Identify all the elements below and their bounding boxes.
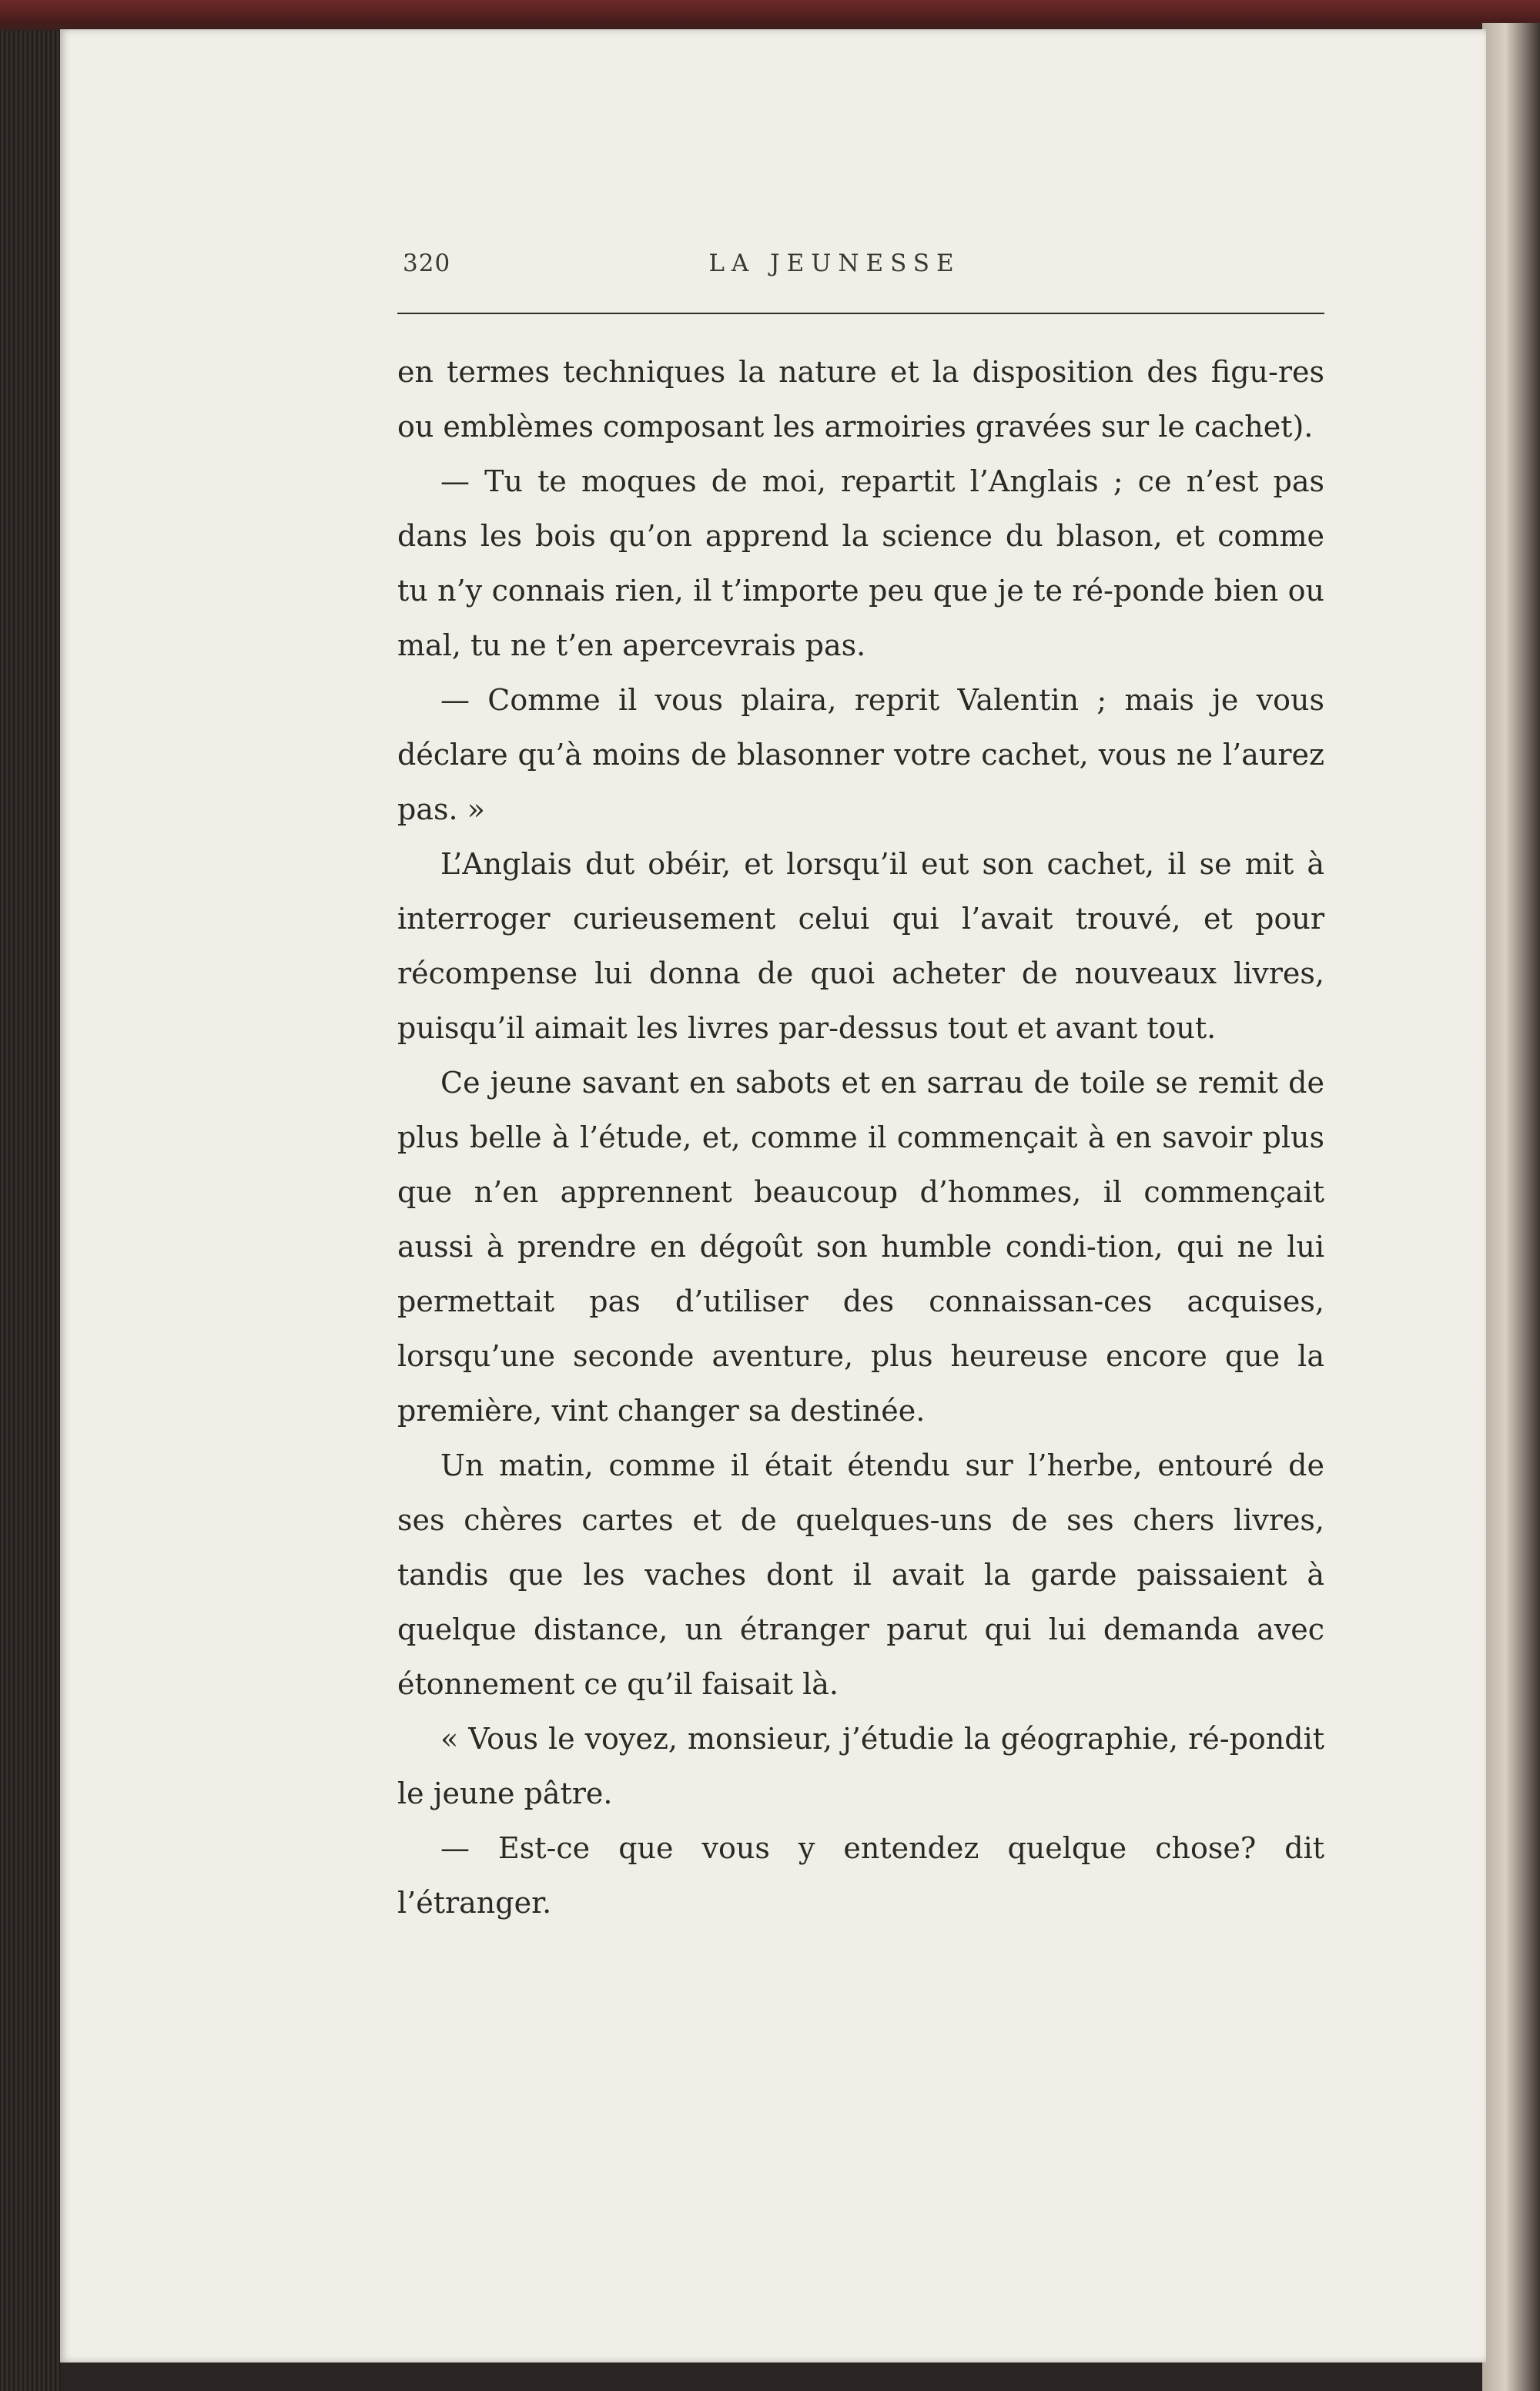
- paragraph: — Est-ce que vous y entendez quelque chose? dit l’étranger.: [397, 1831, 1324, 1920]
- page-header: [345, 219, 1324, 280]
- paragraph: — Comme il vous plaira, reprit Valentin ; mais je vous déclare qu’à moins de blasonner votre cachet, vous ne l’aurez pas. »: [397, 683, 1324, 826]
- paragraph: — Tu te moques de moi, repartit l’Anglais ; ce n’est pas dans les bois qu’on apprend la science du blason, et comme tu n’y connais rien, il t’importe peu que je te ré-ponde bien ou mal, tu ne t’en apercevrais pas.: [397, 464, 1324, 662]
- page-number: 320: [403, 249, 451, 277]
- page-stack-edge: [1482, 23, 1540, 2391]
- paragraph: « Vous le voyez, monsieur, j’étudie la géographie, ré-pondit le jeune pâtre.: [397, 1722, 1324, 1810]
- paragraph: Un matin, comme il était étendu sur l’herbe, entouré de ses chères cartes et de quelques-uns de ses chers livres, tandis que les vaches dont il avait la garde paissaient à quelque distance, un étranger parut qui lui demanda avec étonnement ce qu’il faisait là.: [397, 1448, 1324, 1701]
- paragraph: Ce jeune savant en sabots et en sarrau de toile se remit de plus belle à l’étude, et, comme il commençait à en savoir plus que n’en apprennent beaucoup d’hommes, il commençait aussi à prendre en dégoût son humble condi-tion, qui ne lui permettait pas d’utiliser des connaissan-ces acquises, lorsqu’une seconde aventure, plus heureuse encore que la première, vint changer sa destinée.: [397, 1066, 1324, 1428]
- running-title: LA JEUNESSE: [708, 249, 961, 277]
- paragraph: en termes techniques la nature et la disposition des figu-res ou emblèmes composant les armoiries gravées sur le cachet).: [397, 355, 1324, 444]
- book-spine-edge: [0, 31, 62, 2391]
- header-rule: [397, 313, 1324, 314]
- paragraph: L’Anglais dut obéir, et lorsqu’il eut son cachet, il se mit à interroger curieusement celui qui l’avait trouvé, et pour récompense lui donna de quoi acheter de nouveaux livres, puisqu’il aimait les livres par-dessus tout et avant tout.: [397, 847, 1324, 1045]
- body-text: [397, 345, 1324, 1931]
